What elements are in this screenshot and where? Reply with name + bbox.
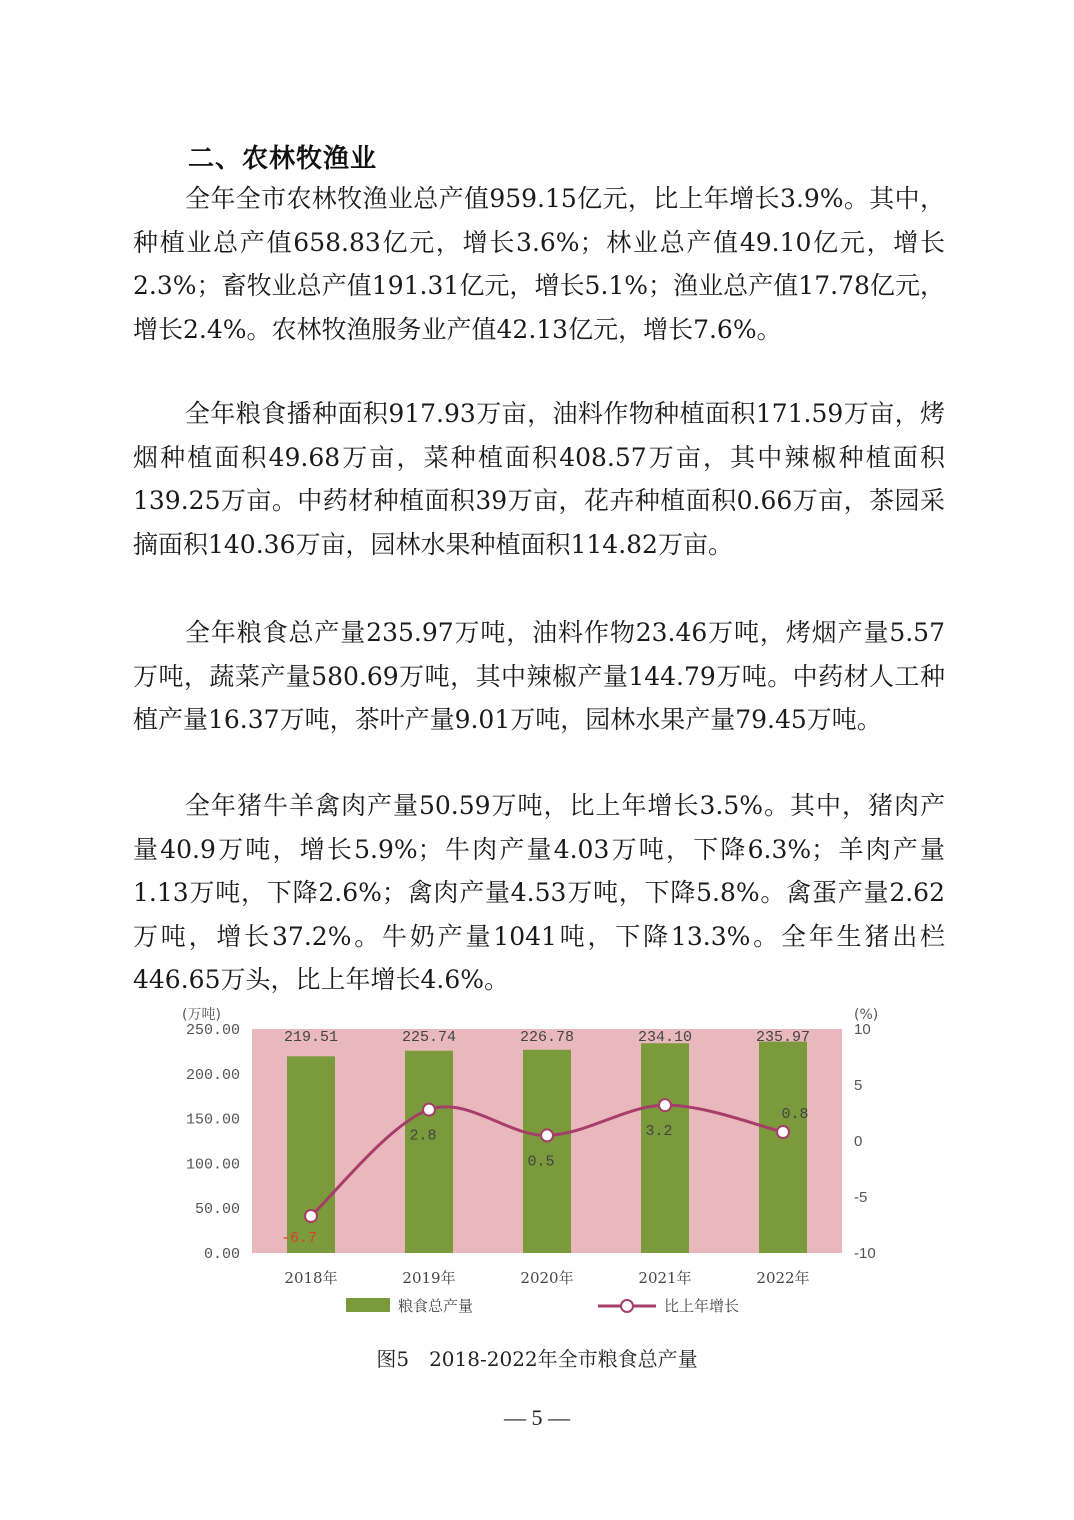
right-axis-tick-label: -10 <box>854 1245 876 1262</box>
legend-swatch-bar <box>346 1298 390 1312</box>
category-label: 2022年 <box>756 1269 810 1287</box>
paragraph-planting-area: 全年粮食播种面积917.93万亩，油料作物种植面积171.59万亩，烤烟种植面积49.68万亩，菜种植面积408.57万亩，其中辣椒种植面积139.25万亩。中药材种植面积39万亩，花卉种植面积0.66万亩，茶园采摘面积140.36万亩，园林水果种植面积114.82万亩。 <box>133 399 945 559</box>
grain-output-chart <box>170 1003 910 1328</box>
paragraph-output-value: 全年全市农林牧渔业总产值959.15亿元，比上年增长3.9%。其中，种植业总产值658.83亿元，增长3.6%；林业总产值49.10亿元，增长2.3%；畜牧业总产值191.31亿元，增长5.1%；渔业总产值17.78亿元，增长2.4%。农林牧渔服务业产值42.13亿元，增长7.6%。 <box>133 184 945 344</box>
category-label: 2018年 <box>284 1269 338 1287</box>
growth-point <box>541 1129 553 1141</box>
bar-value-label: 219.51 <box>283 1029 339 1046</box>
legend-swatch-marker <box>621 1300 633 1312</box>
bar <box>759 1042 807 1253</box>
category-label: 2020年 <box>520 1269 574 1287</box>
left-axis-tick-label: 0.00 <box>203 1246 240 1263</box>
bar <box>287 1056 335 1253</box>
growth-point <box>777 1126 789 1138</box>
bar <box>405 1051 453 1253</box>
right-axis-tick-label: 10 <box>854 1021 871 1038</box>
right-axis-unit: (%) <box>854 1007 879 1023</box>
paragraph-meat-production: 全年猪牛羊禽肉产量50.59万吨，比上年增长3.5%。其中，猪肉产量40.9万吨，增长5.9%；牛肉产量4.03万吨，下降6.3%；羊肉产量1.13万吨，下降2.6%；禽肉产量4.53万吨，下降5.8%。禽蛋产量2.62万吨，增长37.2%。牛奶产量1041吨，下降13.3%。全年生猪出栏446.65万头，比上年增长4.6%。 <box>133 791 945 994</box>
growth-value-label: 0.8 <box>781 1106 809 1124</box>
legend-label-bar: 粮食总产量 <box>398 1297 474 1315</box>
growth-point <box>423 1104 435 1116</box>
legend-label-line: 比上年增长 <box>664 1297 740 1315</box>
figure-caption: 图5 2018-2022年全市粮食总产量 <box>376 1347 698 1371</box>
category-label: 2021年 <box>638 1269 692 1287</box>
left-axis-tick-label: 50.00 <box>194 1201 240 1219</box>
left-axis-tick-label: 200.00 <box>185 1066 240 1084</box>
left-axis-tick-label: 250.00 <box>185 1022 240 1039</box>
bar-value-label: 234.10 <box>637 1029 693 1046</box>
bar-value-label: 235.97 <box>755 1029 811 1046</box>
bar-value-label: 226.78 <box>519 1029 575 1046</box>
right-axis-tick-label: 0 <box>854 1133 863 1150</box>
growth-value-label: 2.8 <box>409 1127 437 1145</box>
right-axis-tick-label: -5 <box>854 1189 868 1206</box>
growth-point <box>659 1099 671 1111</box>
right-axis-tick-label: 5 <box>854 1077 863 1094</box>
bar-value-label: 225.74 <box>401 1029 457 1046</box>
bar <box>641 1043 689 1253</box>
growth-value-label: 0.5 <box>527 1153 555 1171</box>
left-axis-unit: (万吨) <box>182 1007 221 1023</box>
left-axis-tick-label: 100.00 <box>185 1156 240 1174</box>
paragraph-crop-production: 全年粮食总产量235.97万吨，油料作物23.46万吨，烤烟产量5.57万吨，蔬菜产量580.69万吨，其中辣椒产量144.79万吨。中药材人工种植产量16.37万吨，茶叶产量9.01万吨，园林水果产量79.45万吨。 <box>133 618 945 734</box>
section-heading: 二、农林牧渔业 <box>188 144 378 174</box>
growth-value-label: -6.7 <box>280 1230 318 1248</box>
left-axis-tick-label: 150.00 <box>185 1111 240 1129</box>
page-number: — 5 — <box>504 1405 570 1430</box>
category-label: 2019年 <box>402 1269 456 1287</box>
growth-value-label: 3.2 <box>645 1123 673 1141</box>
growth-point <box>305 1210 317 1222</box>
bar <box>523 1050 571 1253</box>
